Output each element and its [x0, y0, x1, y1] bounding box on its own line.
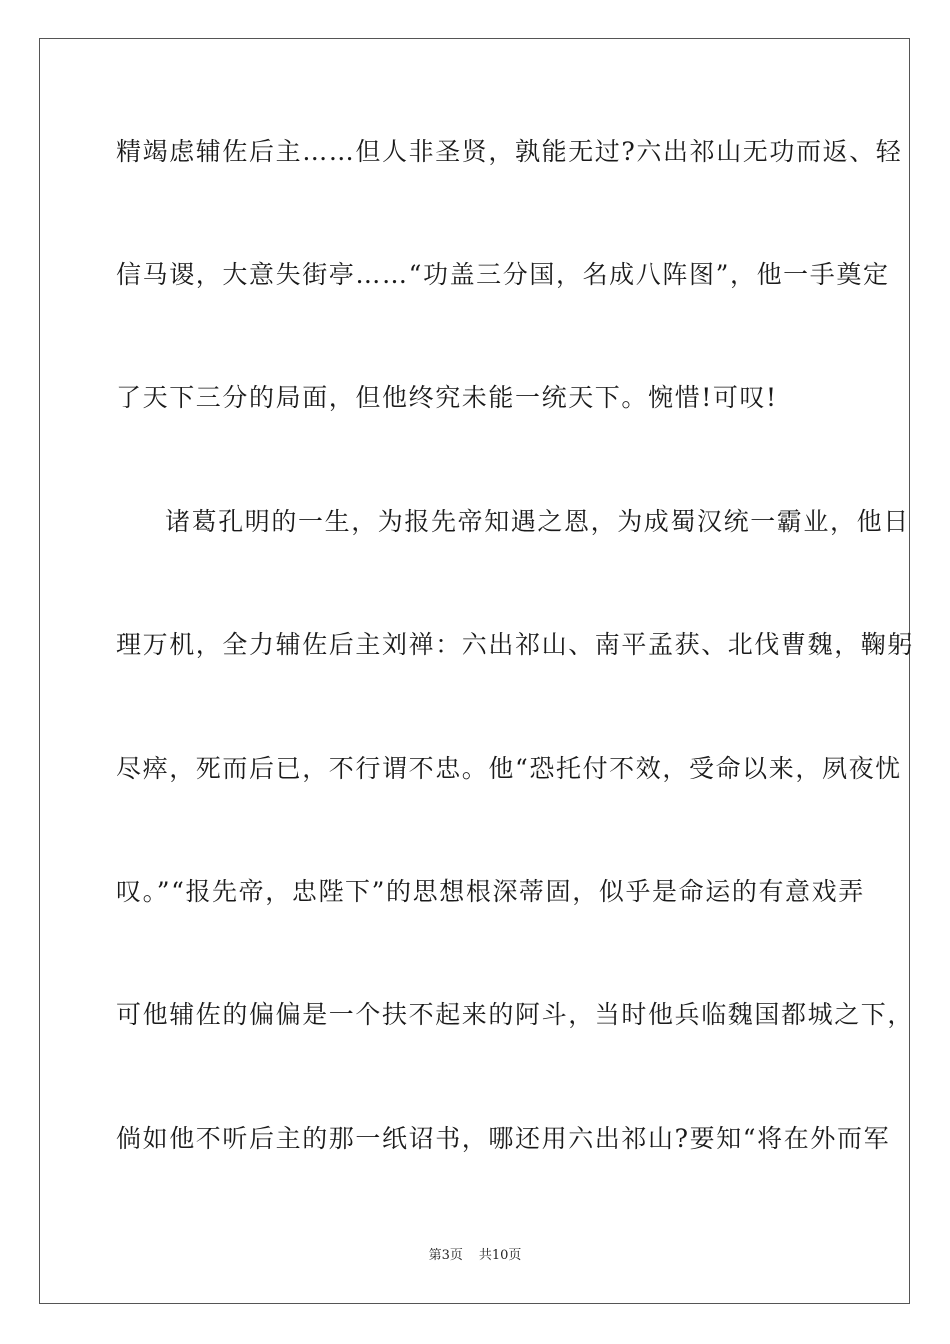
body-line-7: 叹。”“报先帝，忠陛下”的思想根深蒂固，似乎是命运的有意戏弄	[116, 877, 865, 906]
body-line-1: 精竭虑辅佐后主……但人非圣贤，孰能无过?六出祁山无功而返、轻	[116, 137, 903, 166]
page-number: 第3页	[428, 1248, 463, 1263]
page-footer	[0, 1247, 950, 1265]
body-line-3: 了天下三分的局面，但他终究未能一统天下。惋惜!可叹!	[116, 383, 778, 412]
body-line-2: 信马谡，大意失街亭……“功盖三分国，名成八阵图”，他一手奠定	[116, 260, 890, 289]
body-line-6: 尽瘁，死而后已，不行谓不忠。他“恐托付不效，受命以来，夙夜忧	[116, 754, 902, 783]
body-line-9: 倘如他不听后主的那一纸诏书，哪还用六出祁山?要知“将在外而军	[116, 1124, 891, 1153]
body-line-5: 理万机，全力辅佐后主刘禅：六出祁山、南平孟获、北伐曹魏，鞠躬	[116, 630, 915, 659]
page-total: 共10页	[478, 1248, 522, 1263]
body-line-4: 诸葛孔明的一生，为报先帝知遇之恩，为成蜀汉统一霸业，他日	[165, 507, 910, 536]
body-line-8: 可他辅佐的偏偏是一个扶不起来的阿斗，当时他兵临魏国都城之下，	[116, 1000, 915, 1029]
page-border	[39, 38, 915, 1304]
